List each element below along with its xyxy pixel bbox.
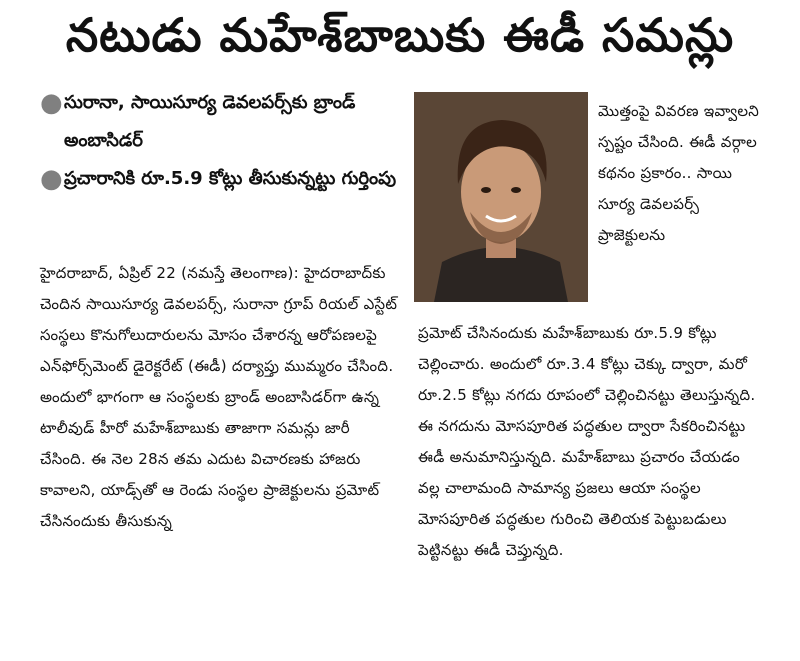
article-column-left <box>40 258 398 537</box>
person-portrait-icon <box>414 92 588 302</box>
headline: నటుడు మహేశ్‌బాబుకు ఈడీ సమన్లు <box>65 8 735 62</box>
article-text: మొత్తంపై వివరణ ఇవ్వాలని స్పష్టం చేసింది. ఈడీ వర్గాల కథనం ప్రకారం.. సాయి సూర్య డెవలపర్స్ ప్రాజెక్టులను <box>598 102 760 244</box>
highlight-item <box>40 160 400 198</box>
article-text: ప్రమోట్ చేసినందుకు మహేశ్‌బాబుకు రూ.5.9 కోట్లు చెల్లించారు. అందులో రూ.3.4 కోట్లు చెక్కు ద్వారా, మరో రూ.2.5 కోట్లు నగదు రూపంలో చెల్లించినట్టు తెలుస్తున్నది. ఈ నగదును మోసపూరిత పద్ధతుల ద్వారా సేకరించినట్టు ఈడీ అనుమానిస్తున్నది. మహేశ్‌బాబు ప్రచారం చేయడం వల్ల చాలామంది సామాన్య ప్రజలు ఆయా సంస్థల మోసపూరిత పద్ధతుల గురించి తెలియక పెట్టుబడులు పెట్టినట్టు ఈడీ చెప్తున్నది. <box>418 324 756 559</box>
article-text: హైదరాబాద్, ఏప్రిల్ 22 (నమస్తే తెలంగాణ): హైదరాబాద్‌కు చెందిన సాయిసూర్య డెవలపర్స్, సురానా గ్రూప్ రియల్ ఎస్టేట్ సంస్థలు కొనుగోలుదారులను మోసం చేశారన్న ఆరోపణలపై ఎన్‌ఫోర్స్‌మెంట్ డైరెక్టరేట్ (ఈడీ) దర్యాప్తు ముమ్మరం చేసింది. అందులో భాగంగా ఆ సంస్థలకు బ్రాండ్ అంబాసిడర్‌గా ఉన్న టాలీవుడ్ హీరో మహేశ్‌బాబుకు తాజాగా సమన్లు జారీ చేసింది. ఈ నెల 28న తమ ఎదుట విచారణకు హాజరు కావాలని, యాడ్స్‌తో ఆ రెండు సంస్థల ప్రాజెక్టులను ప్రమోట్ చేసినందుకు తీసుకున్న <box>40 264 398 530</box>
highlight-item <box>40 84 400 160</box>
article-column-right-top <box>598 96 762 251</box>
mahesh-babu-photo <box>414 92 588 302</box>
highlights <box>40 84 400 198</box>
highlight-text: ప్రచారానికి రూ.5.9 కోట్లు తీసుకున్నట్టు గుర్తింపు <box>64 168 397 189</box>
highlight-text: సురానా, సాయిసూర్య డెవలపర్స్‌కు బ్రాండ్ అంబాసిడర్ <box>64 92 356 151</box>
article-column-right <box>418 318 764 566</box>
bullet-icon: ● <box>40 88 63 118</box>
bullet-icon: ● <box>40 164 63 194</box>
